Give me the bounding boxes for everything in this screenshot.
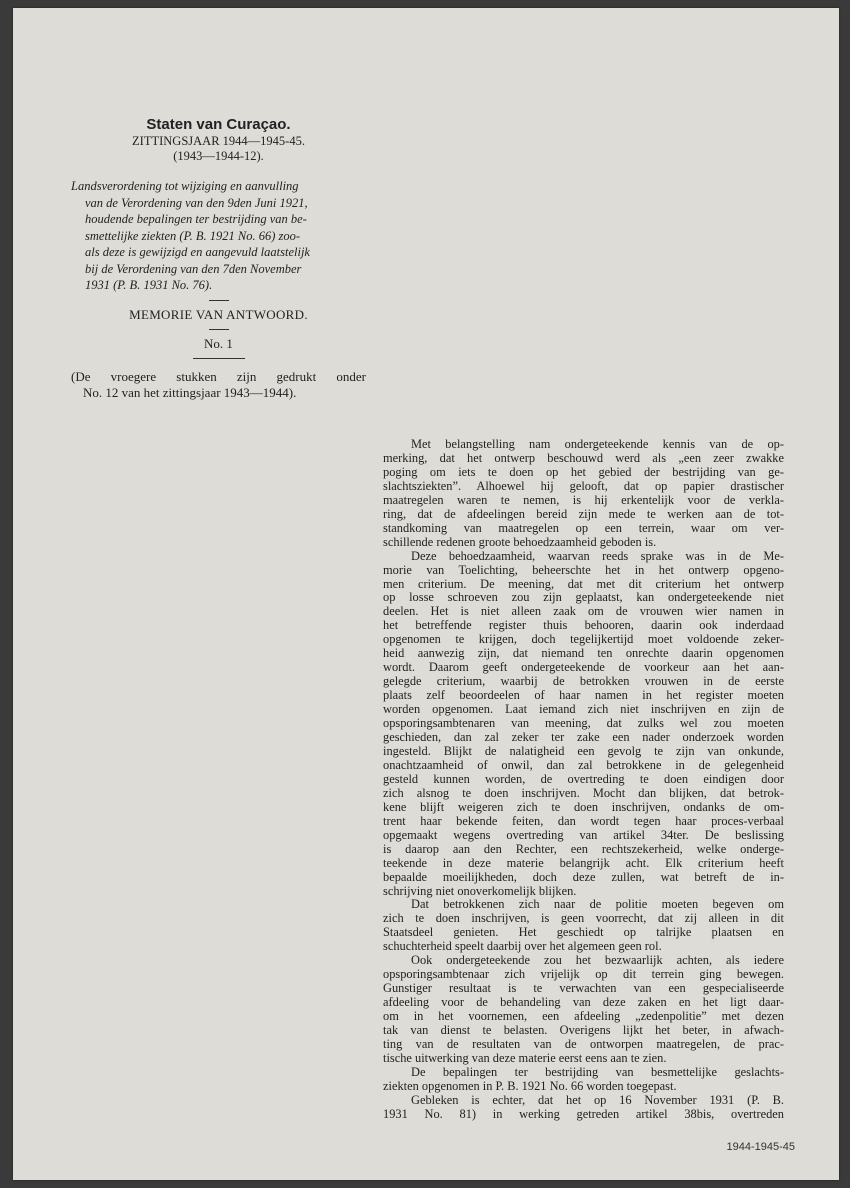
title-line: als deze is gewijzigd en aangevuld laatstelijk: [85, 245, 310, 259]
body-line: Ook ondergeteekende zou het bezwaarlijk achten, als iedere: [411, 954, 784, 968]
body-line: zich alsnog te doen inschrijven. Mocht dan blijken, dat betrok-: [383, 786, 784, 800]
body-line: ring, dat de afdeelingen bereid zijn mede te werken aan de tot-: [383, 507, 784, 521]
title-line: van de Verordening van den 9den Juni 1921,: [85, 195, 308, 210]
body-line: maatregelen waren te nemen, is hij erkentelijk voor de verkla-: [383, 493, 784, 507]
body-line: Staatsdeel genieten. Het geschiedt op talrijke plaatsen en: [383, 926, 784, 940]
session-year: ZITTINGSJAAR 1944—1945-45.: [132, 134, 305, 148]
body-line: schillende redenen groote behoedzaamheid geboden is.: [383, 535, 657, 549]
body-line: bepaalde moeilijkheden, doch deze zullen, wat betreft de in-: [383, 870, 784, 884]
title-line: 1931 (P. B. 1931 No. 76).: [85, 278, 213, 292]
body-line: ziekten opgenomen in P. B. 1921 No. 66 worden toegepast.: [383, 1079, 677, 1093]
body-line: is daarop aan den Rechter, een rechtszekerheid, welke onderge-: [383, 842, 784, 856]
body-line: standkoming van maatregelen op een terrein, waar om ver-: [383, 521, 784, 535]
body-line: Dat betrokkenen zich naar de politie moeten begeven om: [411, 898, 784, 912]
body-line: onachtzaamheid of onwil, dan zal betrokkene in de gelegenheid: [383, 758, 784, 772]
body-line: heid aanwezig zijn, dat niemand ten onrechte daarin opgenomen: [383, 647, 784, 661]
body-line: opsporingsambtenaar zich vrijelijk op dit terrein ging bewegen.: [383, 968, 784, 982]
body-line: ting van de resultaten van de ontworpen maatregelen, de prac-: [383, 1037, 784, 1051]
body-line: plaats zelf beoordeelen of haar namen in het register moeten: [383, 689, 784, 703]
heading-block: [71, 116, 366, 401]
body-line: Gunstiger resultaat is te verwachten van een gespecialiseerde: [383, 982, 784, 996]
body-line: opsporingsambtenaren van meening, dat zulks wel zou moeten: [383, 717, 784, 731]
body-line: opgenomen te krijgen, doch tegelijkertijd moet voldoende zeker-: [383, 633, 784, 647]
body-line: Gebleken is echter, dat het op 16 November 1931 (P. B.: [411, 1093, 784, 1107]
body-line: schrijving niet onoverkomelijk blijken.: [383, 884, 577, 898]
body-line: geschieden, dan zal zeker ter zake een nader onderzoek worden: [383, 731, 784, 745]
divider: [193, 358, 245, 359]
prior-documents-note: [71, 369, 366, 401]
note-line: (De vroegere stukken zijn gedrukt onder: [71, 368, 366, 384]
body-line: het betreffende register thuis behooren, daarin ook inderdaad: [383, 619, 784, 633]
body-line: tische uitwerking van deze materie eerst eens aan te zien.: [383, 1051, 667, 1065]
body-line: trent haar bekende feiten, dan wordt tegen haar proces-verbaal: [383, 814, 784, 828]
body-line: merking, dat het ontwerp beschouwd werd als „een zeer zwakke: [383, 451, 784, 465]
body-line: Met belangstelling nam ondergeteekende kennis van de op-: [411, 438, 784, 451]
body-line: ingesteld. Blijkt de nalatigheid een gevolg te zijn van onkunde,: [383, 744, 784, 758]
body-line: teekende in deze materie belangrijk acht. Elk criterium heeft: [383, 856, 784, 870]
note-line: No. 12 van het zittingsjaar 1943—1944).: [83, 384, 297, 400]
body-line: 1931 No. 81) in werking getreden artikel 38bis, overtreden: [383, 1107, 784, 1121]
title-line: smettelijke ziekten (P. B. 1921 No. 66) zoo-: [85, 228, 301, 243]
document-page: [13, 8, 839, 1180]
body-line: De bepalingen ter bestrijding van besmettelijke geslachts-: [411, 1065, 784, 1079]
assembly-name: Staten van Curaçao.: [146, 116, 291, 133]
body-line: opgemaakt wegens overtreding van artikel 34ter. De beslissing: [383, 828, 784, 842]
body-line: gesteld kunnen worden, de overtreding te doen eindigen door: [383, 772, 784, 786]
body-line: gelegde criterium, waarbij de betrokken vrouwen in de eerste: [383, 675, 784, 689]
body-line: afdeeling voor de behandeling van deze zaken en het ligt daar-: [383, 996, 784, 1010]
body-line: morie van Toelichting, beheerschte het in het ontwerp opgeno-: [383, 563, 784, 577]
body-line: om in het voornemen, een afdeeling „zedenpolitie” met dezen: [383, 1010, 784, 1024]
body-line: worden opgenomen. Laat iemand zich niet inschrijven en zijn de: [383, 703, 784, 717]
divider: [209, 329, 229, 330]
body-line: tak van dienst te belasten. Overigens lijkt het beter, in afwach-: [383, 1024, 784, 1038]
memorie-number: No. 1: [204, 335, 233, 351]
body-line: Deze behoedzaamheid, waarvan reeds sprake was in de Me-: [411, 549, 784, 563]
body-text: [383, 438, 784, 1122]
document-number-range: (1943—1944-12).: [173, 149, 264, 163]
ordinance-title: [71, 178, 366, 294]
body-line: zich te doen inschrijven, is geen voorrecht, dat zij alleen in dit: [383, 912, 784, 926]
body-line: slachtsziekten”. Alhoewel hij gelooft, dat op papier drastischer: [383, 479, 784, 493]
title-line: bij de Verordening van den 7den November: [85, 261, 302, 276]
body-line: poging om iets te doen op het gebied der bestrijding van ge-: [383, 465, 784, 479]
body-line: wordt. Daarom geeft ondergeteekende de voorkeur aan het aan-: [383, 661, 784, 675]
title-line: Landsverordening tot wijziging en aanvulling: [71, 179, 299, 193]
page-number: 1944-1945-45: [726, 1141, 795, 1153]
body-line: schuchterheid speelt daarbij over het algemeen geen rol.: [383, 940, 662, 954]
body-line: men criterium. De meening, dat met dit criterium het ontwerp: [383, 577, 784, 591]
body-line: deelen. Het is niet alleen zaak om de vrouwen wier namen in: [383, 605, 784, 619]
body-line: op losse schroeven zou zijn geplaatst, kan ondergeteekende niet: [383, 591, 784, 605]
memorie-heading: MEMORIE VAN ANTWOORD.: [129, 306, 308, 322]
title-line: houdende bepalingen ter bestrijding van be-: [85, 212, 307, 226]
divider: [209, 300, 229, 301]
body-line: kene blijft weigeren zich te doen inschrijven, ondanks de om-: [383, 800, 784, 814]
